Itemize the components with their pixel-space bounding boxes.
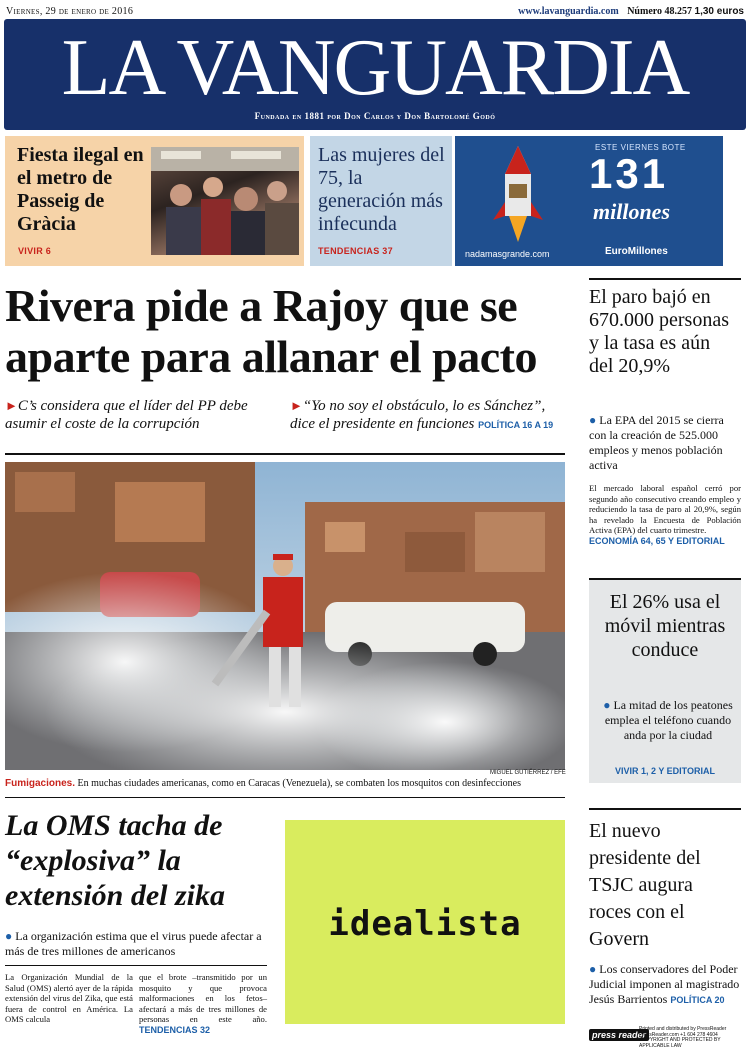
divider <box>5 453 565 455</box>
top-right-info <box>518 6 744 17</box>
divider <box>589 278 741 280</box>
divider <box>589 808 741 810</box>
arrow-icon: ► <box>5 398 18 413</box>
movil-headline: El 26% usa el móvil mientras conduce <box>604 591 726 661</box>
subhead-text: C’s considera que el líder del PP debe asumir el coste de la corrupción <box>5 398 248 432</box>
jackpot-unit: millones <box>593 199 671 224</box>
promo-women-75[interactable] <box>310 136 452 266</box>
tsjc-subhead <box>589 962 741 1008</box>
tsjc-headline[interactable]: El nuevo presidente del TSJC augura roces con el Govern <box>589 820 701 950</box>
jackpot-amount: 131 <box>589 150 669 197</box>
promo-metro-party[interactable] <box>5 136 304 266</box>
paro-headline[interactable]: El paro bajó en 670.000 personas y la tasa es aún del 20,9% <box>589 286 729 377</box>
oms-section: TENDENCIAS 32 <box>139 1024 211 1035</box>
tsjc-section: POLÍTICA 20 <box>670 995 725 1005</box>
movil-subhead-text: La mitad de los peatones emplea el teléfono cuando anda por la ciudad <box>604 698 733 742</box>
promo-section: TENDENCIAS 37 <box>318 246 393 256</box>
main-subhead-2 <box>290 397 570 434</box>
euromillones-ad[interactable] <box>455 136 723 266</box>
main-headline[interactable]: Rivera pide a Rajoy que se aparte para allanar el pacto <box>5 280 537 382</box>
tsjc-subhead-text: Los conservadores del Poder Judicial imponen al magistrado Jesús Barrientos <box>589 962 740 1006</box>
oms-subhead <box>5 929 275 959</box>
paro-subhead-text: La EPA del 2015 se cierra con la creación de 525.000 empleos y menos población activa <box>589 413 724 472</box>
oms-subhead-text: La organización estima que el virus puede afectar a más de tres millones de americanos <box>5 929 262 958</box>
issue-number: Número 48.257 <box>627 6 693 17</box>
oms-body-col1: La Organización Mundial de la Salud (OMS) alertó ayer de la rápida extensión del virus del Zika, que está fuera de control en América. La OMS calcula <box>5 972 133 1024</box>
website-link[interactable]: www.lavanguardia.com <box>518 6 619 17</box>
paro-body-text: El mercado laboral español cerró por segundo año consecutivo creando empleo y reduciendo la tasa de paro al 20,9%, según ha revelado la Encuesta de Población Activa (EPA) del cuarto trimestre. <box>589 483 741 535</box>
caption-title: Fumigaciones. <box>5 778 76 789</box>
rocket-icon <box>483 144 553 244</box>
top-strip <box>6 5 744 19</box>
divider <box>5 797 565 798</box>
photo-credit: MIGUEL GUTIÉRREZ / EFE <box>490 770 566 776</box>
paro-body <box>589 483 741 546</box>
bullet-icon: ● <box>5 929 13 943</box>
movil-section: VIVIR 1, 2 Y EDITORIAL <box>614 766 716 776</box>
arrow-icon: ► <box>290 398 303 413</box>
paro-section: ECONOMÍA 64, 65 Y EDITORIAL <box>589 535 725 546</box>
newspaper-title[interactable]: LA VANGUARDIA <box>61 24 689 112</box>
jackpot-site: nadamasgrande.com <box>465 249 550 259</box>
movil-box[interactable] <box>589 578 741 783</box>
pressreader-logo[interactable]: press reader <box>589 1029 649 1041</box>
promo-headline: Las mujeres del 75, la generación más infecunda <box>318 144 445 235</box>
idealista-ad[interactable] <box>285 820 565 1024</box>
pressreader-text: Printed and distributed by PressReader PressReader.com +1 604 278 4604 COPYRIGHT AND PROTECTED BY APPLICABLE LAW <box>639 1026 727 1048</box>
movil-subhead <box>601 698 735 743</box>
founded-line: Fundada en 1881 por Don Carlos y Don Bartolomé Godó <box>254 111 496 121</box>
oms-body-text: que el brote –transmitido por un mosquito y que provoca malformaciones en los fetos– afectará a más de tres millones de personas en este año. <box>139 972 267 1024</box>
paro-subhead <box>589 413 739 473</box>
idealista-logo: idealista <box>328 904 522 944</box>
caption-text: En muchas ciudades americanas, como en Caracas (Venezuela), se combaten los mosquitos con desinfecciones <box>77 778 521 789</box>
oms-body-col2 <box>139 972 267 1035</box>
euromillones-logo: EuroMillones <box>605 246 668 257</box>
promo-section: VIVIR 6 <box>18 246 52 256</box>
bullet-icon: ● <box>603 698 611 712</box>
masthead <box>4 19 746 130</box>
promo-headline: Fiesta ilegal en el metro de Passeig de Gràcia <box>17 144 144 235</box>
price: 1,30 euros <box>694 6 744 17</box>
divider <box>5 965 267 966</box>
fumigation-photo[interactable] <box>5 462 565 770</box>
main-subhead-1 <box>5 397 290 433</box>
photo-caption <box>5 778 565 789</box>
bullet-icon: ● <box>589 962 597 976</box>
subhead-text: “Yo no soy el obstáculo, lo es Sánchez”, dice el presidente en funciones <box>290 398 546 432</box>
oms-headline[interactable]: La OMS tacha de “explosiva” la extensión del zika <box>5 809 226 912</box>
bullet-icon: ● <box>589 413 597 427</box>
metro-party-photo <box>151 147 299 255</box>
issue-date: Viernes, 29 de enero de 2016 <box>6 6 134 17</box>
pressreader-footer <box>589 1026 743 1048</box>
main-section: POLÍTICA 16 A 19 <box>478 420 554 430</box>
jackpot-label: ESTE VIERNES BOTE <box>595 143 686 152</box>
